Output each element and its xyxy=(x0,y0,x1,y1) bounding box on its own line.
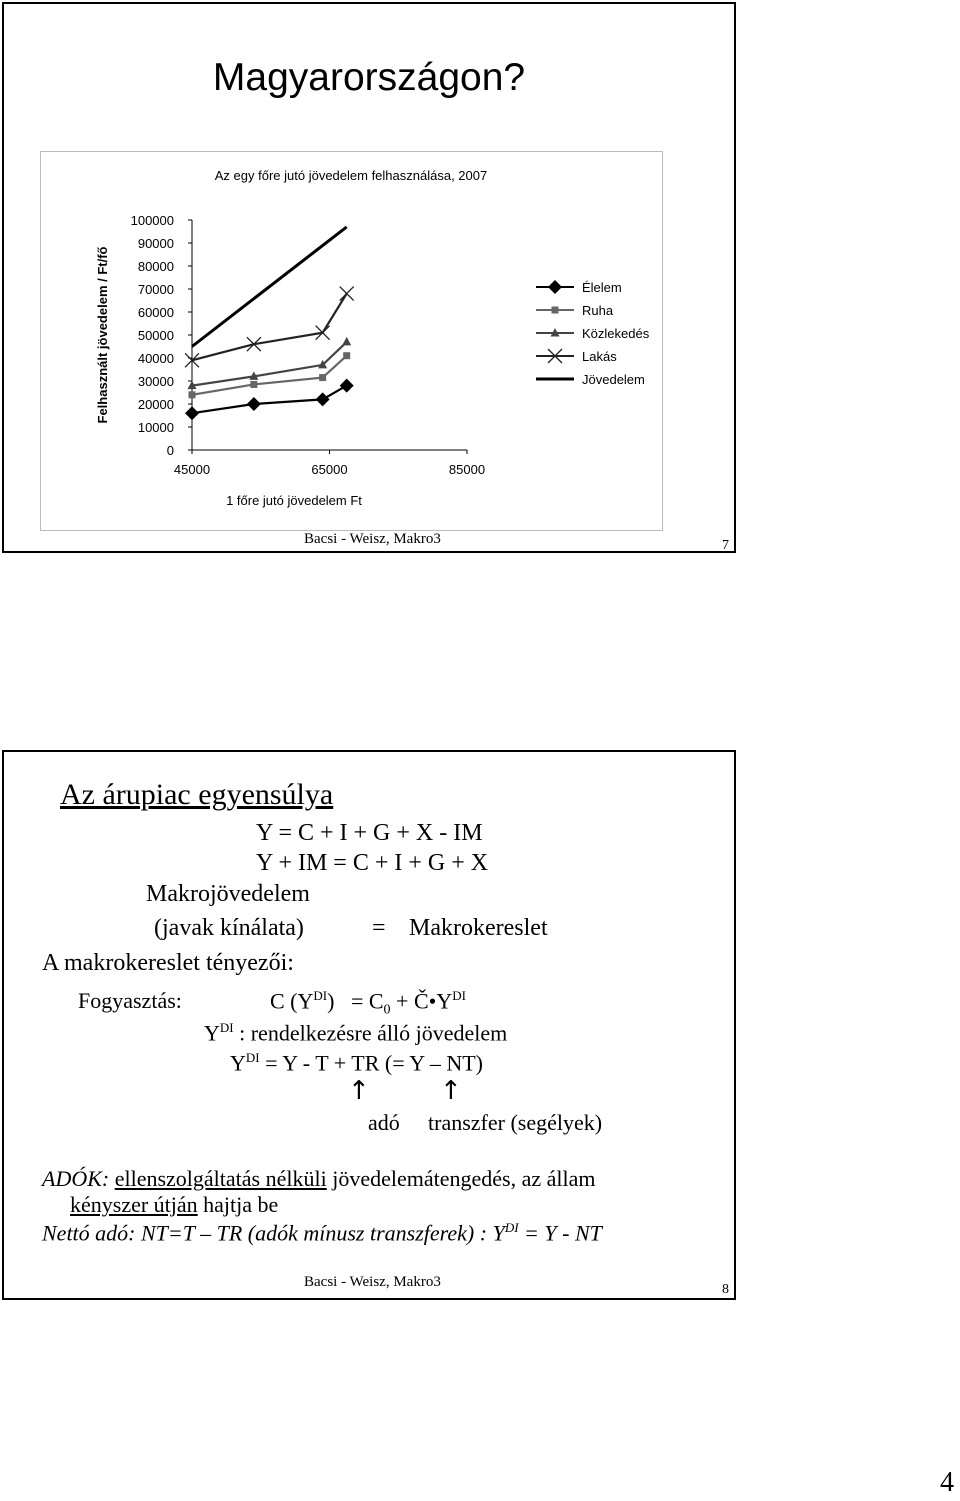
adok-line-1 xyxy=(42,1166,595,1192)
slide-number: 8 xyxy=(722,1282,729,1297)
y-tick-label: 20000 xyxy=(137,397,174,412)
slide-heading: Az árupiac egyensúlya xyxy=(60,778,334,811)
data-point xyxy=(316,392,330,406)
ydi-definition xyxy=(204,1020,507,1046)
legend-marker xyxy=(552,307,559,314)
data-point xyxy=(189,391,196,398)
y-tick-label: 80000 xyxy=(137,259,174,274)
close-paren: ) xyxy=(327,988,335,1014)
legend-label: Lakás xyxy=(582,349,617,364)
chart-frame xyxy=(40,151,663,531)
plus-c-y: + Č•Y xyxy=(396,988,453,1014)
data-point xyxy=(319,374,326,381)
legend-label: Közlekedés xyxy=(582,326,650,341)
slide-8 xyxy=(2,750,736,1300)
y-tick-label: 30000 xyxy=(137,374,174,389)
y-tick-label: 40000 xyxy=(137,351,174,366)
y-tick-label: 50000 xyxy=(137,328,174,343)
ydi-equation-rest: = Y - T + TR (= Y – NT) xyxy=(265,1050,484,1076)
chart-title: Az egy főre jutó jövedelem felhasználása, 2007 xyxy=(214,168,488,183)
equation-1: Y = C + I + G + X - IM xyxy=(256,820,483,846)
equals-sign: = xyxy=(372,915,386,941)
zero-subscript: 0 xyxy=(383,1002,391,1018)
slide-7 xyxy=(2,2,736,553)
y-tick-label: 60000 xyxy=(137,305,174,320)
di-superscript: DI xyxy=(245,1050,260,1065)
slide-footer: Bacsi - Weisz, Makro3 xyxy=(304,531,441,547)
legend-label: Ruha xyxy=(582,303,614,318)
slide-title: Magyarországon? xyxy=(212,56,526,99)
data-point xyxy=(185,406,199,420)
arrow-up-icon: ↑ xyxy=(348,1076,370,1106)
fogyasztas-label: Fogyasztás: xyxy=(78,988,182,1013)
slide-number: 7 xyxy=(722,538,729,553)
adok-rest: jövedelemátengedés, az állam xyxy=(332,1166,596,1191)
equation-2: Y + IM = C + I + G + X xyxy=(256,850,489,876)
y-label: Y xyxy=(230,1050,246,1076)
di-superscript: DI xyxy=(452,988,466,1003)
netto-text: Nettó adó: NT=T – TR (adók mínusz transzferek) : Y xyxy=(42,1220,505,1246)
data-point xyxy=(340,379,354,393)
makrokereslet-label: Makrokereslet xyxy=(409,915,548,941)
data-point xyxy=(247,397,261,411)
y-tick-label: 0 xyxy=(166,443,174,458)
legend-label: Jövedelem xyxy=(582,372,645,387)
equals-c: = C xyxy=(350,988,384,1014)
series-line-jövedelem xyxy=(192,227,347,347)
data-point xyxy=(340,287,354,301)
adok-label: ADÓK: xyxy=(42,1166,110,1191)
y-label: Y xyxy=(204,1020,220,1046)
y-tick-label: 70000 xyxy=(137,282,174,297)
transzfer-label: transzfer (segélyek) xyxy=(428,1110,603,1135)
x-tick-label: 85000 xyxy=(448,462,486,477)
adok-underlined-1: ellenszolgáltatás nélküli xyxy=(114,1166,327,1191)
line-chart xyxy=(41,152,662,530)
adok-line-2 xyxy=(70,1192,278,1218)
legend-marker xyxy=(548,280,562,294)
arrow-up-icon: ↑ xyxy=(440,1076,462,1106)
di-superscript: DI xyxy=(313,988,328,1003)
c-of-y: C (Y xyxy=(270,988,314,1014)
netto-end: = Y - NT xyxy=(524,1220,602,1246)
x-axis-label: 1 főre jutó jövedelem Ft xyxy=(226,493,362,508)
javak-label: (javak kínálata) xyxy=(154,915,304,941)
consumption-function xyxy=(270,988,466,1019)
makrojovedelem-label: Makrojövedelem xyxy=(146,881,310,907)
adok-rest-2: hajtja be xyxy=(203,1192,279,1217)
netto-ado-line xyxy=(42,1220,602,1246)
y-axis-label: Felhasznált jövedelem / Ft/fő xyxy=(95,246,110,424)
tenyezoi-label: A makrokereslet tényezői: xyxy=(42,950,294,976)
ydi-equation xyxy=(230,1050,483,1076)
data-point xyxy=(343,352,350,359)
page-number: 4 xyxy=(940,1467,954,1498)
slide-footer: Bacsi - Weisz, Makro3 xyxy=(304,1274,441,1290)
y-tick-label: 100000 xyxy=(130,213,174,228)
ado-label: adó xyxy=(368,1110,400,1135)
x-tick-label: 45000 xyxy=(173,462,211,477)
data-point xyxy=(342,337,351,346)
di-superscript: DI xyxy=(219,1020,234,1035)
di-superscript: DI xyxy=(504,1220,519,1235)
y-tick-label: 90000 xyxy=(137,236,174,251)
legend-label: Élelem xyxy=(582,280,622,295)
data-point xyxy=(250,381,257,388)
ydi-text: : rendelkezésre álló jövedelem xyxy=(239,1020,508,1046)
y-tick-label: 10000 xyxy=(137,420,174,435)
adok-underlined-2: kényszer útján xyxy=(70,1192,198,1217)
x-tick-label: 65000 xyxy=(311,462,348,477)
